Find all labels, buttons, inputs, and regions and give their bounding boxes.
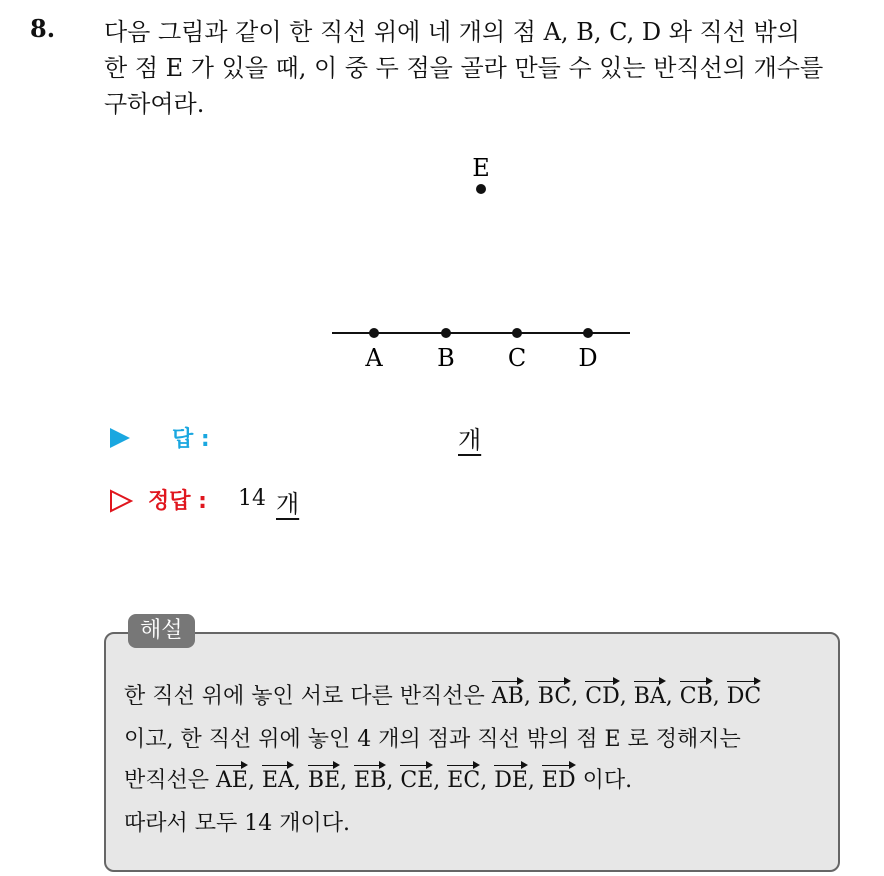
point-d-label: D — [578, 344, 598, 372]
solution-line-2: 이고, 한 직선 위에 놓인 4 개의 점과 직선 밖의 점 E 로 정해지는 — [124, 727, 741, 752]
ray-de: DE — [494, 762, 528, 793]
point-e — [476, 184, 486, 194]
ray-ba: BA — [634, 678, 666, 709]
solution-line-3-suffix: 이다. — [582, 768, 633, 793]
ray-ec: EC — [447, 762, 480, 793]
point-e-label: E — [472, 154, 490, 182]
solution-tag: 해설 — [128, 614, 195, 648]
question-line: 다음 그림과 같이 한 직선 위에 네 개의 점 A, B, C, D 와 직선 밖의 — [104, 18, 800, 46]
correct-value: 14 — [238, 486, 266, 511]
ray-notation: AB, BC, CD, BA, CB, DC — [492, 684, 762, 709]
ray-bc: BC — [538, 678, 571, 709]
ray-eb: EB — [354, 762, 386, 793]
ray-notation: AE, EA, BE, EB, CE, EC, DE, ED — [216, 768, 576, 793]
ray-be: BE — [308, 762, 340, 793]
ray-ab: AB — [492, 678, 524, 709]
point-a-label: A — [365, 344, 383, 372]
solution-line-3 — [124, 762, 632, 794]
ray-dc: DC — [727, 678, 761, 709]
point-c-label: C — [507, 344, 527, 372]
play-triangle-icon — [108, 426, 132, 450]
question-text — [104, 14, 874, 122]
geometry-figure — [0, 140, 884, 380]
solution-line-1 — [124, 678, 761, 710]
ray-cb: CB — [680, 678, 713, 709]
question-line: 구하여라. — [104, 90, 205, 118]
point-d — [583, 328, 593, 338]
point-a — [369, 328, 379, 338]
outline-triangle-icon — [108, 488, 134, 514]
ray-ae: AE — [216, 762, 248, 793]
ray-ed: ED — [542, 762, 576, 793]
solution-line-3-prefix: 반직선은 — [124, 768, 210, 793]
solution-line-1-prefix: 한 직선 위에 놓인 서로 다른 반직선은 — [124, 684, 485, 709]
ray-ea: EA — [262, 762, 294, 793]
point-c — [512, 328, 522, 338]
answer-label: 답 : — [172, 427, 210, 452]
point-b — [441, 328, 451, 338]
ray-ce: CE — [400, 762, 433, 793]
correct-unit: 개 — [276, 490, 300, 518]
solution-line-4: 따라서 모두 14 개이다. — [124, 811, 350, 836]
answer-unit: 개 — [458, 426, 482, 454]
correct-label: 정답 : — [148, 489, 207, 514]
question-line: 한 점 E 가 있을 때, 이 중 두 점을 골라 만들 수 있는 반직선의 개수를 — [104, 54, 824, 82]
ray-cd: CD — [585, 678, 619, 709]
point-b-label: B — [437, 344, 455, 372]
question-number: 8. — [30, 14, 56, 43]
